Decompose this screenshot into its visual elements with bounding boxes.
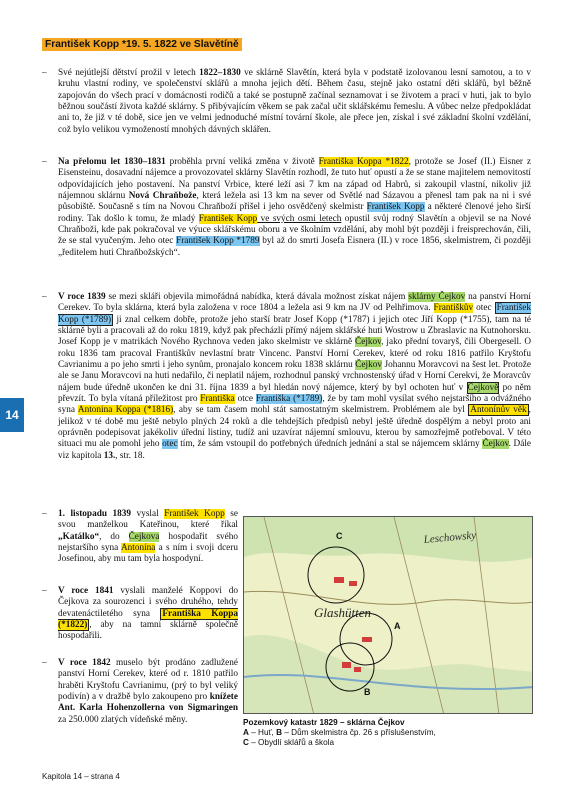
caption-key: C — [243, 738, 249, 748]
item-1842 — [42, 658, 238, 726]
map-marker-b: B — [364, 687, 371, 697]
caption-title: Pozemkový katastr 1829 – sklárna Čejkov — [243, 718, 405, 727]
text-run: Své nejútlejší dětství prožil v letech — [58, 68, 200, 78]
highlight-name: Františkův — [433, 303, 474, 314]
caption-text: – Obydlí sklářů a škola — [248, 738, 335, 748]
text-run: vyslal — [131, 509, 165, 519]
text-run: , aby na tamní sklárně společně hospodařili. — [58, 620, 238, 642]
page-footer: Kapitola 14 – strana 4 — [42, 772, 120, 781]
list-dash: – — [42, 586, 47, 596]
text-run-bold: V roce 1841 — [58, 586, 114, 596]
underlined-text: ve svých osmi letech — [257, 213, 342, 224]
highlight-name: František Kopp (*1789) — [58, 303, 532, 325]
highlight-name: otec — [162, 439, 178, 450]
text-run: vyslali manželé Koppovi do Čejkova za sourozenci i svého druhého, tehdy devatenáctiletého syna — [58, 586, 238, 619]
text-run: se mezi skláři objevila mimořádná nabídka, která dávala možnost získat nájem — [105, 292, 409, 302]
text-run: , aby se tam časem mohl stát samostatným skelmistrem. Problémem ale byl — [173, 405, 469, 416]
item-1841 — [42, 586, 238, 643]
list-dash: – — [42, 292, 47, 302]
text-run: za 250.000 zlatých vídeňské měny. — [58, 714, 188, 725]
paragraph-1839 — [42, 292, 531, 462]
text-run-bold: Nová Chraňbože — [128, 191, 197, 202]
text-run-bold: 1822–1830 — [199, 68, 241, 78]
map-caption — [243, 718, 543, 749]
text-run: , která ležela asi 13 km na sever od Světlé nad Sázavou a přenesl tam pak na ni i své působiště. Současně s tím na Novou Chraňboží přišel i jeho osvědčený skelmistr — [58, 191, 531, 213]
highlight-name: Františka — [200, 394, 235, 405]
text-run: na panství Horní Cerekev. To byla sklárna, která byla založena v roce 1804 a ležela asi 9 km na JV od Pelhřimova. — [58, 292, 531, 314]
caption-key: B — [276, 728, 283, 738]
highlight-place: Čejkově — [467, 382, 499, 393]
text-run-bold: V roce 1839 — [58, 292, 106, 302]
caption-text: – Dům skelmistra čp. 26 s příslušenstvím, — [282, 728, 436, 738]
highlight-place: Čejkov — [482, 439, 509, 450]
text-run: a s ním i svoji dceru Josefinou, aby mu tam byla hospodyní. — [58, 543, 238, 565]
text-run: . Dále viz kapitola — [58, 439, 532, 461]
list-dash: – — [42, 509, 47, 519]
text-run: proběhla první veliká změna v životě — [165, 157, 319, 167]
text-run-bold: Na přelomu let 1830–1831 — [58, 157, 166, 167]
text-run: , jako přední tovaryš, čili Obergesell. O roku 1836 tam pracoval Františkův nevlastní bratr Vincenc. Panství Horní Cerekev, které od roku 1816 patřilo Kryštofu Cavrianimu a po jeho smrti i jeho synům, pronajalo koncem roku 1838 sklárnu — [58, 337, 531, 371]
highlight-place: Čejkov — [355, 337, 382, 348]
text-run-bold: 13. — [103, 450, 116, 461]
text-run-bold: „Katálko“ — [58, 531, 100, 542]
text-run: , protože se Josef (II.) Eisner z Eisensteinu, dosavadní nájemce a provozovatel sklárny Slavětín rozhodl, že tuto huť opustí a že se stane majitelem nemovitostí odpovídajících jeho postavení. Na panství Vrbice, které leží asi 7 km na západ od Habrů, si zakoupil vlastní, nikoliv již nájemnou sklárnu — [58, 157, 531, 202]
text-run-bold: V roce 1842 — [58, 658, 111, 668]
text-run-bold: knížete Ant. Karla Hohenzollerna von Sigmaringen — [58, 692, 238, 714]
text-run: muselo být prodáno zadlužené panství Horní Cerekev, které od r. 1810 patřilo hraběti Kryštofu Cavrianimu, (prý to byl veliký podivín) a v dražbě bylo zakoupeno pro — [58, 658, 239, 703]
text-run: Johannu Moravcovi na šest let. Protože ale se Janu Moravcovi na huti nedařilo, či neplatil nájem, rozhodnul panský vrchnostenský úřad v Horní Cerekvi, že Moravcův nájem bude úředně ukončen ke dni 31. října 1839 a byl hledán nový nájemce, který by byl ochoten huť v — [58, 360, 532, 393]
text-run: ji znal celkem dobře, protože jeho starší bratr Josef Kopp (*1787) i jejich otec Jiří Kopp (*1755), tam na té sklárně byli a pracovali až do roku 1819, když pak přecházli přímý nájem sklářské huti Wostrow u Zbraslavic na Kutnohorsku. Josef Kopp je v matrikách Nového Rychnova veden jako skelmistr ve sklárně — [58, 314, 531, 348]
highlight-place: Čejkov — [355, 360, 382, 371]
text-run: , str. 18. — [115, 450, 145, 461]
text-run: , jelikož v té době mu ještě nebylo plných 24 roků a dle tehdejších předpisů nebyl ještě úředně dospělým a nebyl proto ani oprávněn podepisovat jakékoliv úřední listiny, tudíž ani uzavírat nájemní smlouvu, kterou by samozřejmě potřeboval. V této situaci mu ale pomohl jeho — [58, 405, 531, 450]
text-run: tím, že sám vstoupil do potřebných úředních jednání a stal se nájemcem sklárny — [177, 439, 483, 450]
section-heading: František Kopp *19. 5. 1822 ve Slavětíně — [42, 38, 242, 51]
list-dash: – — [42, 68, 47, 78]
text-run: se svou manželkou Kateřinou, které říkal — [58, 509, 238, 531]
highlight-name: František Kopp — [366, 202, 425, 213]
paragraph-childhood — [42, 68, 531, 136]
highlight-name: František Kopp — [198, 213, 258, 224]
highlight-name: Františka Koppa *1822 — [318, 157, 409, 167]
text-run: opustil svůj rodný Slavětín a objevil se na Nové Chraňboži, kde pak pokračoval ve výuce sklářskému oboru a ve školním vzdělání, aby mohl být později i freisprechován, čili, že se stal vyučeným. Jeho otec — [58, 213, 532, 247]
map-drawing — [244, 517, 533, 714]
list-dash: – — [42, 658, 47, 668]
list-dash: – — [42, 157, 47, 167]
caption-key: A — [243, 728, 249, 738]
text-run: byl až do smrti Josefa Eisnera (II.) v roce 1856, skelmistrem, či později „ředitelem huti Chraňbožských“. — [58, 236, 532, 258]
highlight-name: Františka Koppa (*1822) — [58, 608, 239, 631]
text-run: a některé členové jeho širší rodiny. Tak došlo k tomu, že mladý — [58, 202, 531, 224]
text-run: hospodařit svého nejstaršího syna — [58, 531, 238, 554]
paragraph-move-1830 — [42, 157, 531, 259]
highlight-name: František Kopp — [164, 509, 225, 519]
cadastral-map-image — [243, 516, 533, 714]
highlight-name: Antonínův věk — [470, 405, 527, 416]
highlight-name: Antonína Koppa (*1816) — [77, 405, 174, 416]
text-run: ve sklárně Slavětín, která byla v podstatě izolovanou lesní samotou, a to v kruhu vlastní rodiny, ve společenství sklářů a mnoha jejich dětí. Během času, stejně jako ostatní děti sklářů, byl běžně zapojován do všech prací v domácnosti rodičů a také se postupně začínal seznamovat i se životem a prací v huti, jak to bylo běžnou součástí života každé sklárny. S přibývajícím věkem se pak začal učit sklářskému řemeslu. A vůbec nelze předpokládat ani to, že již v té době, sice jen ve velmi jednoduché místní tovární škole, ale přece jen, získal i své základní školní vzdělání, což bylo velikou vymožeností mnohých dávných sklářen. — [58, 68, 532, 135]
page-number-tab: 14 — [0, 398, 24, 432]
highlight-name: František Kopp *1789 — [176, 236, 260, 247]
text-run: , že by tam mohl vysílat svého nejstaršího a odvážného syna — [58, 394, 531, 416]
map-label-leschowsky: Leschowsky — [423, 529, 477, 546]
map-label-place: Glashütten — [314, 605, 372, 620]
caption-text: – Huť, — [248, 728, 277, 738]
map-marker-a: A — [394, 621, 401, 631]
map-marker-c: C — [336, 531, 343, 541]
text-run: po něm převzít. To byla vítaná příležitost pro — [58, 382, 531, 405]
highlight-place: Čejkova — [128, 531, 160, 542]
item-1839-november — [42, 509, 238, 566]
highlight-name: Antonína — [120, 543, 156, 554]
highlight-name: Františka (*1789) — [255, 394, 323, 405]
text-run: otce — [234, 394, 256, 405]
text-run: otec — [473, 303, 495, 314]
text-run-bold: 1. listopadu 1839 — [58, 509, 132, 519]
text-run: , do — [99, 531, 129, 542]
highlight-place: sklárny Čejkov — [408, 292, 466, 302]
